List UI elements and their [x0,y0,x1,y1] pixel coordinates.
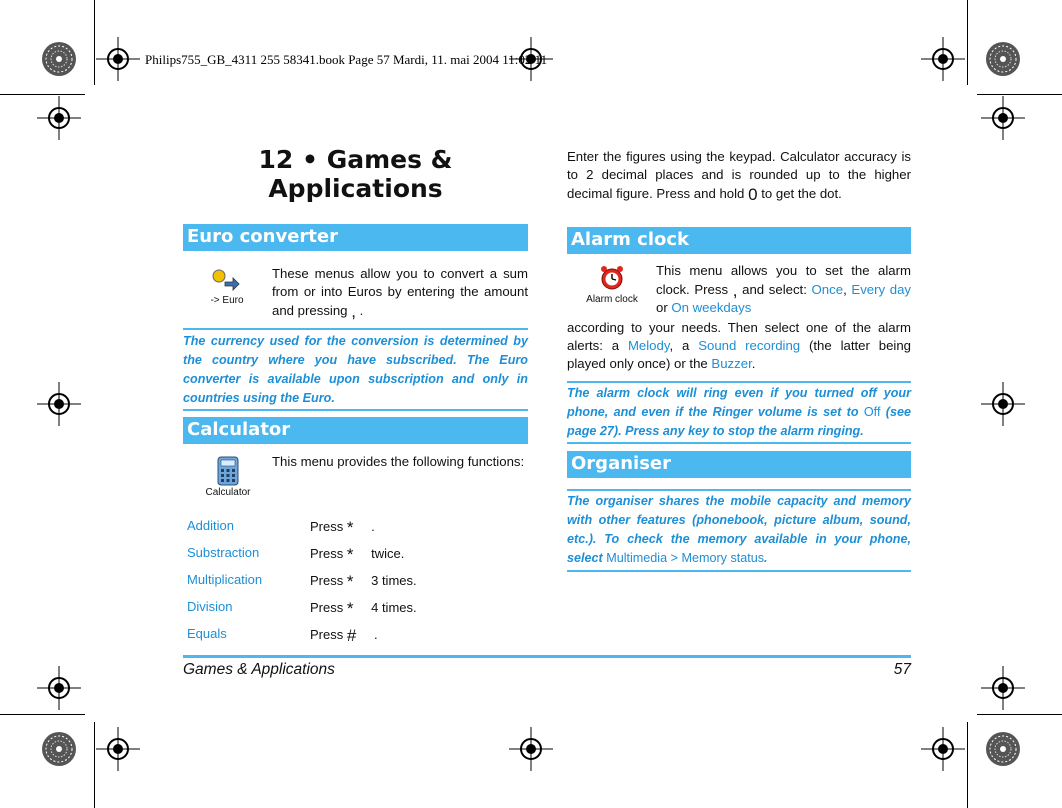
ok-key-icon: , [732,281,738,300]
calculator-icon [203,456,253,498]
function-press-substraction: Press * twice. [310,545,405,564]
option-on-weekdays: On weekdays [671,300,752,315]
alarm-note: The alarm clock will ring even if you turned off your phone, and even if the Ringer volume is set to Off (see page 27). Press any key to stop the alarm ringing. [567,386,911,438]
title-line-1: 12 • Games & [258,145,453,174]
zero-key-icon: 0 [748,185,758,204]
function-label-multiplication: Multiplication [187,572,263,587]
alarm-note-rule-top [567,381,911,383]
organiser-note-rule-bottom [567,570,911,572]
euro-note-rule-bottom [183,409,528,411]
star-key-icon: * [346,599,354,618]
calculator-heading: Calculator [183,417,528,444]
hash-key-icon: # [346,626,357,645]
function-press-division: Press * 4 times. [310,599,417,618]
function-label-division: Division [187,599,233,614]
organiser-note-rule-top [567,489,911,491]
euro-body-end: . [355,303,364,318]
alarm-note-rule-bottom [567,442,911,444]
calculator-body: This menu provides the following functions: [272,454,525,469]
ok-key-icon: , [351,302,356,321]
alarm-heading: Alarm clock [567,227,911,254]
euro-body-text: These menus allow you to convert a sum from or into Euros by entering the amount and pressing [272,266,528,318]
footer-section: Games & Applications [183,661,335,678]
function-label-addition: Addition [187,518,234,533]
function-press-multiplication: Press * 3 times. [310,572,417,591]
alarm-body: This menu allows you to set the alarm clock. Press , and select: Once, Every day or On weekdays [656,263,912,315]
alert-sound-recording: Sound recording [698,338,801,353]
ringer-off-value: Off [863,405,881,419]
alert-melody: Melody [627,338,670,353]
alarm-icon-caption: Alarm clock [586,294,638,305]
alert-buzzer: Buzzer [711,356,752,371]
calculator-graphic-icon [216,456,240,486]
page-title [183,145,528,203]
function-label-substraction: Substraction [187,545,260,560]
organiser-note: The organiser shares the mobile capacity and memory with other features (phonebook, picture album, sound, etc.). To check the memory available in your phone, select Multimedia > Memory status. [567,494,911,565]
star-key-icon: * [346,518,354,537]
euro-heading: Euro converter [183,224,528,251]
function-press-addition: Press * . [310,518,375,537]
euro-note-rule-top [183,328,528,330]
footer-rule [183,655,911,658]
print-header: Philips755_GB_4311 255 58341.book Page 57 Mardi, 11. mai 2004 11:02 11 [145,52,548,67]
function-press-equals: Press # . [310,626,378,645]
title-line-2: Applications [268,174,443,203]
option-once: Once [811,282,844,297]
organiser-heading: Organiser [567,451,911,478]
alarm-body-continued: according to your needs. Then select one of the alarm alerts: a Melody, a Sound recording (the latter being played only once) or the Buzzer. [567,320,912,371]
page-number: 57 [893,661,911,678]
euro-icon [205,262,249,306]
euro-converter-icon [205,262,249,296]
euro-note: The currency used for the conversion is determined by the country where you have subscribed. The Euro converter is available upon subscription and only in countries using the Euro. [183,334,528,405]
euro-body [272,265,528,320]
calculator-figures-text: Enter the figures using the keypad. Calculator accuracy is to 2 decimal places and is rounded up to the higher decimal figure. Press and hold 0 to get the dot. [567,149,911,204]
euro-icon-caption: -> Euro [210,295,244,306]
option-every-day: Every day [851,282,912,297]
star-key-icon: * [346,572,354,591]
calculator-icon-caption: Calculator [205,487,251,498]
memory-status-path: Multimedia > Memory status [606,551,765,565]
function-label-equals: Equals [187,626,227,641]
star-key-icon: * [346,545,354,564]
